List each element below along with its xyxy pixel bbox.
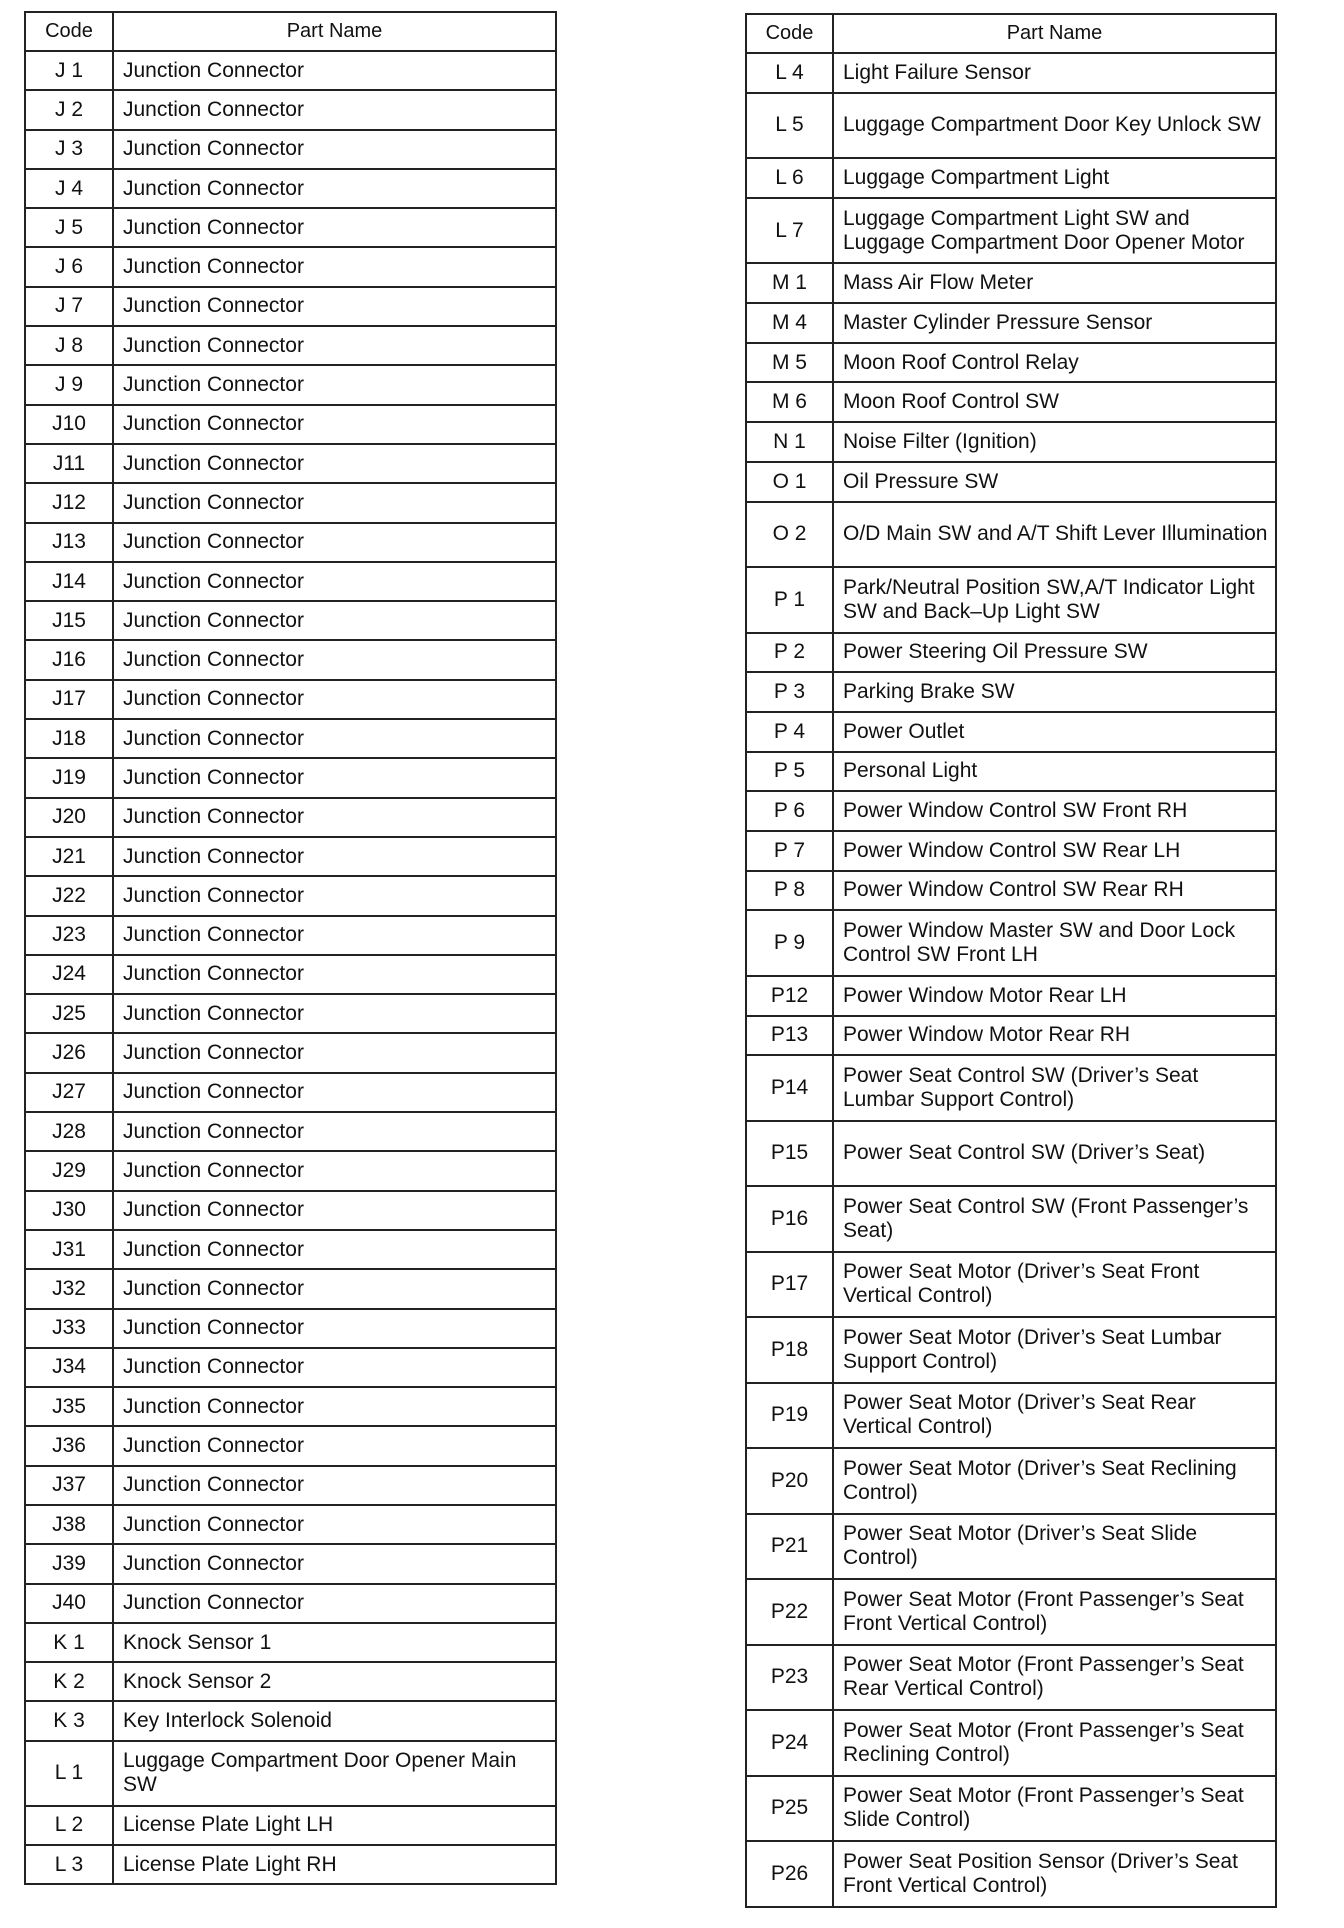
part-name-cell: Power Window Control SW Front RH	[833, 791, 1276, 831]
part-name-cell: Mass Air Flow Meter	[833, 263, 1276, 303]
table-row	[746, 1776, 1276, 1842]
right-table-body	[746, 53, 1276, 1907]
part-code-cell: J 4	[25, 169, 113, 208]
part-name-cell: Junction Connector	[113, 719, 556, 758]
part-code-cell: J 5	[25, 208, 113, 247]
table-row	[746, 871, 1276, 911]
part-code-cell: P19	[746, 1383, 833, 1449]
part-code-cell: J40	[25, 1584, 113, 1623]
part-name-cell: Junction Connector	[113, 1269, 556, 1308]
part-name-cell: Junction Connector	[113, 1348, 556, 1387]
part-name-cell: Junction Connector	[113, 562, 556, 601]
part-name-cell: Junction Connector	[113, 1544, 556, 1583]
part-name-cell: Junction Connector	[113, 955, 556, 994]
part-name-cell: Junction Connector	[113, 1584, 556, 1623]
table-row	[746, 1448, 1276, 1514]
part-code-cell: P 2	[746, 633, 833, 673]
part-code-cell: P12	[746, 976, 833, 1016]
table-row	[746, 1121, 1276, 1187]
part-name-cell: Junction Connector	[113, 405, 556, 444]
part-name-cell: Junction Connector	[113, 326, 556, 365]
part-code-cell: P17	[746, 1252, 833, 1318]
part-code-cell: L 7	[746, 198, 833, 264]
part-code-cell: L 6	[746, 158, 833, 198]
part-name-cell: Power Seat Motor (Front Passenger’s Seat Rear Vertical Control)	[833, 1645, 1276, 1711]
part-code-cell: L 4	[746, 53, 833, 93]
part-code-cell: M 4	[746, 303, 833, 343]
table-row	[25, 1387, 556, 1426]
part-name-cell: Light Failure Sensor	[833, 53, 1276, 93]
part-code-cell: J13	[25, 523, 113, 562]
part-name-cell: Parking Brake SW	[833, 672, 1276, 712]
table-row	[746, 1186, 1276, 1252]
part-name-cell: Junction Connector	[113, 483, 556, 522]
table-row	[25, 955, 556, 994]
table-row	[746, 910, 1276, 976]
part-code-cell: P21	[746, 1514, 833, 1580]
part-code-cell: P23	[746, 1645, 833, 1711]
table-row	[25, 365, 556, 404]
part-name-cell: Junction Connector	[113, 1387, 556, 1426]
table-header-row	[25, 12, 556, 51]
part-name-cell: Power Seat Control SW (Driver’s Seat)	[833, 1121, 1276, 1187]
part-name-cell: Junction Connector	[113, 1309, 556, 1348]
table-row	[25, 1230, 556, 1269]
part-name-cell: Junction Connector	[113, 1112, 556, 1151]
table-row	[25, 1701, 556, 1740]
part-code-cell: P 3	[746, 672, 833, 712]
table-row	[25, 837, 556, 876]
table-row	[746, 462, 1276, 502]
part-code-cell: P14	[746, 1055, 833, 1121]
part-code-cell: P 1	[746, 567, 833, 633]
table-row	[746, 672, 1276, 712]
table-row	[746, 1710, 1276, 1776]
part-name-cell: Junction Connector	[113, 1426, 556, 1465]
table-row	[746, 791, 1276, 831]
part-name-cell: Power Seat Motor (Front Passenger’s Seat Front Vertical Control)	[833, 1579, 1276, 1645]
part-name-cell: Knock Sensor 2	[113, 1662, 556, 1701]
part-name-cell: Junction Connector	[113, 876, 556, 915]
table-row	[25, 1466, 556, 1505]
table-row	[746, 1514, 1276, 1580]
part-name-cell: Junction Connector	[113, 640, 556, 679]
table-row	[25, 1426, 556, 1465]
table-row	[25, 1544, 556, 1583]
part-code-cell: K 1	[25, 1623, 113, 1662]
table-row	[746, 633, 1276, 673]
table-row	[25, 444, 556, 483]
table-row	[25, 916, 556, 955]
table-row	[25, 1269, 556, 1308]
table-row	[746, 752, 1276, 792]
part-name-cell: Personal Light	[833, 752, 1276, 792]
table-row	[746, 1579, 1276, 1645]
part-name-cell: Knock Sensor 1	[113, 1623, 556, 1662]
part-code-cell: J16	[25, 640, 113, 679]
part-name-cell: Power Window Motor Rear RH	[833, 1016, 1276, 1056]
part-code-cell: J25	[25, 994, 113, 1033]
part-name-cell: Power Window Control SW Rear RH	[833, 871, 1276, 911]
part-name-cell: Junction Connector	[113, 1505, 556, 1544]
part-code-cell: P13	[746, 1016, 833, 1056]
table-row	[25, 640, 556, 679]
part-code-cell: J26	[25, 1033, 113, 1072]
table-row	[746, 502, 1276, 568]
part-code-cell: J10	[25, 405, 113, 444]
table-row	[25, 1505, 556, 1544]
part-name-cell: Junction Connector	[113, 1466, 556, 1505]
part-name-cell: Moon Roof Control Relay	[833, 343, 1276, 383]
part-name-cell: Junction Connector	[113, 51, 556, 90]
table-row	[25, 601, 556, 640]
part-code-cell: J 8	[25, 326, 113, 365]
part-name-column-header: Part Name	[113, 12, 556, 51]
part-code-cell: J19	[25, 758, 113, 797]
part-name-cell: Key Interlock Solenoid	[113, 1701, 556, 1740]
part-code-cell: J21	[25, 837, 113, 876]
table-row	[25, 1584, 556, 1623]
part-code-cell: J27	[25, 1073, 113, 1112]
table-row	[25, 326, 556, 365]
part-name-cell: Junction Connector	[113, 90, 556, 129]
left-table-body	[25, 51, 556, 1884]
table-row	[25, 208, 556, 247]
part-name-cell: Power Steering Oil Pressure SW	[833, 633, 1276, 673]
table-row	[25, 1806, 556, 1845]
table-row	[746, 343, 1276, 383]
part-code-cell: J31	[25, 1230, 113, 1269]
part-name-cell: Power Window Control SW Rear LH	[833, 831, 1276, 871]
part-code-cell: J29	[25, 1151, 113, 1190]
table-row	[25, 798, 556, 837]
part-code-cell: J35	[25, 1387, 113, 1426]
table-row	[25, 1845, 556, 1884]
table-row	[746, 198, 1276, 264]
table-row	[746, 976, 1276, 1016]
part-code-cell: P24	[746, 1710, 833, 1776]
part-code-cell: J18	[25, 719, 113, 758]
part-code-cell: P15	[746, 1121, 833, 1187]
part-code-cell: J24	[25, 955, 113, 994]
part-name-cell: License Plate Light RH	[113, 1845, 556, 1884]
part-name-cell: Junction Connector	[113, 798, 556, 837]
part-code-cell: J22	[25, 876, 113, 915]
part-code-cell: K 2	[25, 1662, 113, 1701]
right-parts-table	[745, 13, 1277, 1908]
part-code-cell: J12	[25, 483, 113, 522]
part-code-cell: J28	[25, 1112, 113, 1151]
part-code-cell: J15	[25, 601, 113, 640]
part-name-cell: Junction Connector	[113, 916, 556, 955]
part-code-cell: J30	[25, 1191, 113, 1230]
part-code-cell: J 6	[25, 247, 113, 286]
part-name-cell: Junction Connector	[113, 1151, 556, 1190]
table-row	[25, 169, 556, 208]
part-code-cell: L 5	[746, 93, 833, 159]
table-row	[25, 130, 556, 169]
table-row	[746, 1841, 1276, 1907]
table-row	[746, 93, 1276, 159]
part-name-cell: Power Seat Motor (Driver’s Seat Lumbar Support Control)	[833, 1317, 1276, 1383]
part-name-cell: Junction Connector	[113, 994, 556, 1033]
part-name-cell: Power Seat Motor (Front Passenger’s Seat Reclining Control)	[833, 1710, 1276, 1776]
part-code-cell: P 7	[746, 831, 833, 871]
part-code-cell: J 9	[25, 365, 113, 404]
part-code-cell: O 2	[746, 502, 833, 568]
table-row	[25, 51, 556, 90]
table-row	[25, 1033, 556, 1072]
table-row	[746, 1383, 1276, 1449]
part-name-cell: Junction Connector	[113, 837, 556, 876]
table-row	[25, 1662, 556, 1701]
part-code-cell: J33	[25, 1309, 113, 1348]
part-name-cell: Oil Pressure SW	[833, 462, 1276, 502]
table-row	[746, 422, 1276, 462]
part-code-cell: P26	[746, 1841, 833, 1907]
part-name-cell: Luggage Compartment Door Key Unlock SW	[833, 93, 1276, 159]
part-name-cell: Power Seat Motor (Driver’s Seat Reclining Control)	[833, 1448, 1276, 1514]
part-name-cell: Luggage Compartment Light SW and Luggage Compartment Door Opener Motor	[833, 198, 1276, 264]
table-row	[25, 562, 556, 601]
part-code-cell: O 1	[746, 462, 833, 502]
part-code-cell: J23	[25, 916, 113, 955]
part-name-cell: Junction Connector	[113, 208, 556, 247]
part-code-cell: P22	[746, 1579, 833, 1645]
part-code-cell: J36	[25, 1426, 113, 1465]
table-row	[25, 287, 556, 326]
part-name-cell: Junction Connector	[113, 758, 556, 797]
table-row	[25, 719, 556, 758]
table-row	[746, 1055, 1276, 1121]
part-code-cell: P25	[746, 1776, 833, 1842]
part-name-cell: Power Seat Control SW (Front Passenger’s Seat)	[833, 1186, 1276, 1252]
table-row	[746, 158, 1276, 198]
part-code-cell: P 6	[746, 791, 833, 831]
part-code-cell: L 2	[25, 1806, 113, 1845]
table-row	[25, 247, 556, 286]
part-name-cell: Junction Connector	[113, 680, 556, 719]
table-row	[746, 567, 1276, 633]
part-name-column-header: Part Name	[833, 14, 1276, 53]
part-code-cell: J20	[25, 798, 113, 837]
part-code-cell: J37	[25, 1466, 113, 1505]
part-name-cell: Power Window Motor Rear LH	[833, 976, 1276, 1016]
part-code-cell: J11	[25, 444, 113, 483]
part-name-cell: Junction Connector	[113, 601, 556, 640]
part-code-cell: P 8	[746, 871, 833, 911]
part-name-cell: Junction Connector	[113, 444, 556, 483]
part-name-cell: Power Seat Motor (Driver’s Seat Front Vertical Control)	[833, 1252, 1276, 1318]
part-name-cell: Power Seat Motor (Driver’s Seat Slide Control)	[833, 1514, 1276, 1580]
part-code-cell: P16	[746, 1186, 833, 1252]
table-row	[746, 382, 1276, 422]
table-row	[25, 405, 556, 444]
part-name-cell: Power Seat Control SW (Driver’s Seat Lumbar Support Control)	[833, 1055, 1276, 1121]
part-code-cell: J 7	[25, 287, 113, 326]
part-name-cell: O/D Main SW and A/T Shift Lever Illumination	[833, 502, 1276, 568]
table-row	[746, 1252, 1276, 1318]
part-code-cell: J32	[25, 1269, 113, 1308]
part-name-cell: Junction Connector	[113, 1230, 556, 1269]
part-name-cell: Junction Connector	[113, 247, 556, 286]
part-code-cell: J 1	[25, 51, 113, 90]
table-row	[25, 1741, 556, 1806]
part-code-cell: L 1	[25, 1741, 113, 1806]
part-name-cell: Junction Connector	[113, 1073, 556, 1112]
part-code-cell: P20	[746, 1448, 833, 1514]
part-code-cell: J39	[25, 1544, 113, 1583]
part-name-cell: Junction Connector	[113, 169, 556, 208]
part-name-cell: Junction Connector	[113, 130, 556, 169]
table-row	[25, 1191, 556, 1230]
table-row	[746, 831, 1276, 871]
table-row	[25, 1348, 556, 1387]
table-row	[746, 1317, 1276, 1383]
code-column-header: Code	[746, 14, 833, 53]
table-header-row	[746, 14, 1276, 53]
part-code-cell: J34	[25, 1348, 113, 1387]
part-code-cell: J14	[25, 562, 113, 601]
part-name-cell: Power Seat Position Sensor (Driver’s Seat Front Vertical Control)	[833, 1841, 1276, 1907]
left-parts-table	[24, 11, 557, 1885]
table-row	[746, 1016, 1276, 1056]
part-code-cell: N 1	[746, 422, 833, 462]
part-name-cell: Junction Connector	[113, 1191, 556, 1230]
table-row	[25, 1309, 556, 1348]
table-row	[25, 1151, 556, 1190]
part-name-cell: Moon Roof Control SW	[833, 382, 1276, 422]
part-code-cell: P 5	[746, 752, 833, 792]
part-code-cell: M 5	[746, 343, 833, 383]
table-row	[25, 1112, 556, 1151]
table-row	[746, 712, 1276, 752]
part-name-cell: Junction Connector	[113, 1033, 556, 1072]
table-row	[746, 303, 1276, 343]
part-name-cell: License Plate Light LH	[113, 1806, 556, 1845]
table-row	[25, 483, 556, 522]
table-row	[25, 523, 556, 562]
part-name-cell: Junction Connector	[113, 365, 556, 404]
table-row	[25, 876, 556, 915]
part-name-cell: Power Outlet	[833, 712, 1276, 752]
part-name-cell: Luggage Compartment Light	[833, 158, 1276, 198]
part-name-cell: Park/Neutral Position SW,A/T Indicator Light SW and Back–Up Light SW	[833, 567, 1276, 633]
table-row	[746, 263, 1276, 303]
table-row	[25, 1623, 556, 1662]
table-row	[25, 90, 556, 129]
table-row	[746, 1645, 1276, 1711]
part-code-cell: J 2	[25, 90, 113, 129]
part-code-cell: P18	[746, 1317, 833, 1383]
table-row	[25, 680, 556, 719]
table-row	[746, 53, 1276, 93]
part-name-cell: Noise Filter (Ignition)	[833, 422, 1276, 462]
part-code-cell: K 3	[25, 1701, 113, 1740]
part-code-cell: M 1	[746, 263, 833, 303]
part-code-cell: M 6	[746, 382, 833, 422]
code-column-header: Code	[25, 12, 113, 51]
part-name-cell: Master Cylinder Pressure Sensor	[833, 303, 1276, 343]
part-name-cell: Power Seat Motor (Front Passenger’s Seat Slide Control)	[833, 1776, 1276, 1842]
part-name-cell: Power Seat Motor (Driver’s Seat Rear Vertical Control)	[833, 1383, 1276, 1449]
table-row	[25, 994, 556, 1033]
part-code-cell: J38	[25, 1505, 113, 1544]
part-name-cell: Junction Connector	[113, 287, 556, 326]
part-name-cell: Luggage Compartment Door Opener Main SW	[113, 1741, 556, 1806]
part-code-cell: L 3	[25, 1845, 113, 1884]
part-name-cell: Power Window Master SW and Door Lock Control SW Front LH	[833, 910, 1276, 976]
part-code-cell: P 9	[746, 910, 833, 976]
table-row	[25, 758, 556, 797]
part-name-cell: Junction Connector	[113, 523, 556, 562]
table-row	[25, 1073, 556, 1112]
part-code-cell: J17	[25, 680, 113, 719]
part-code-cell: J 3	[25, 130, 113, 169]
part-code-cell: P 4	[746, 712, 833, 752]
